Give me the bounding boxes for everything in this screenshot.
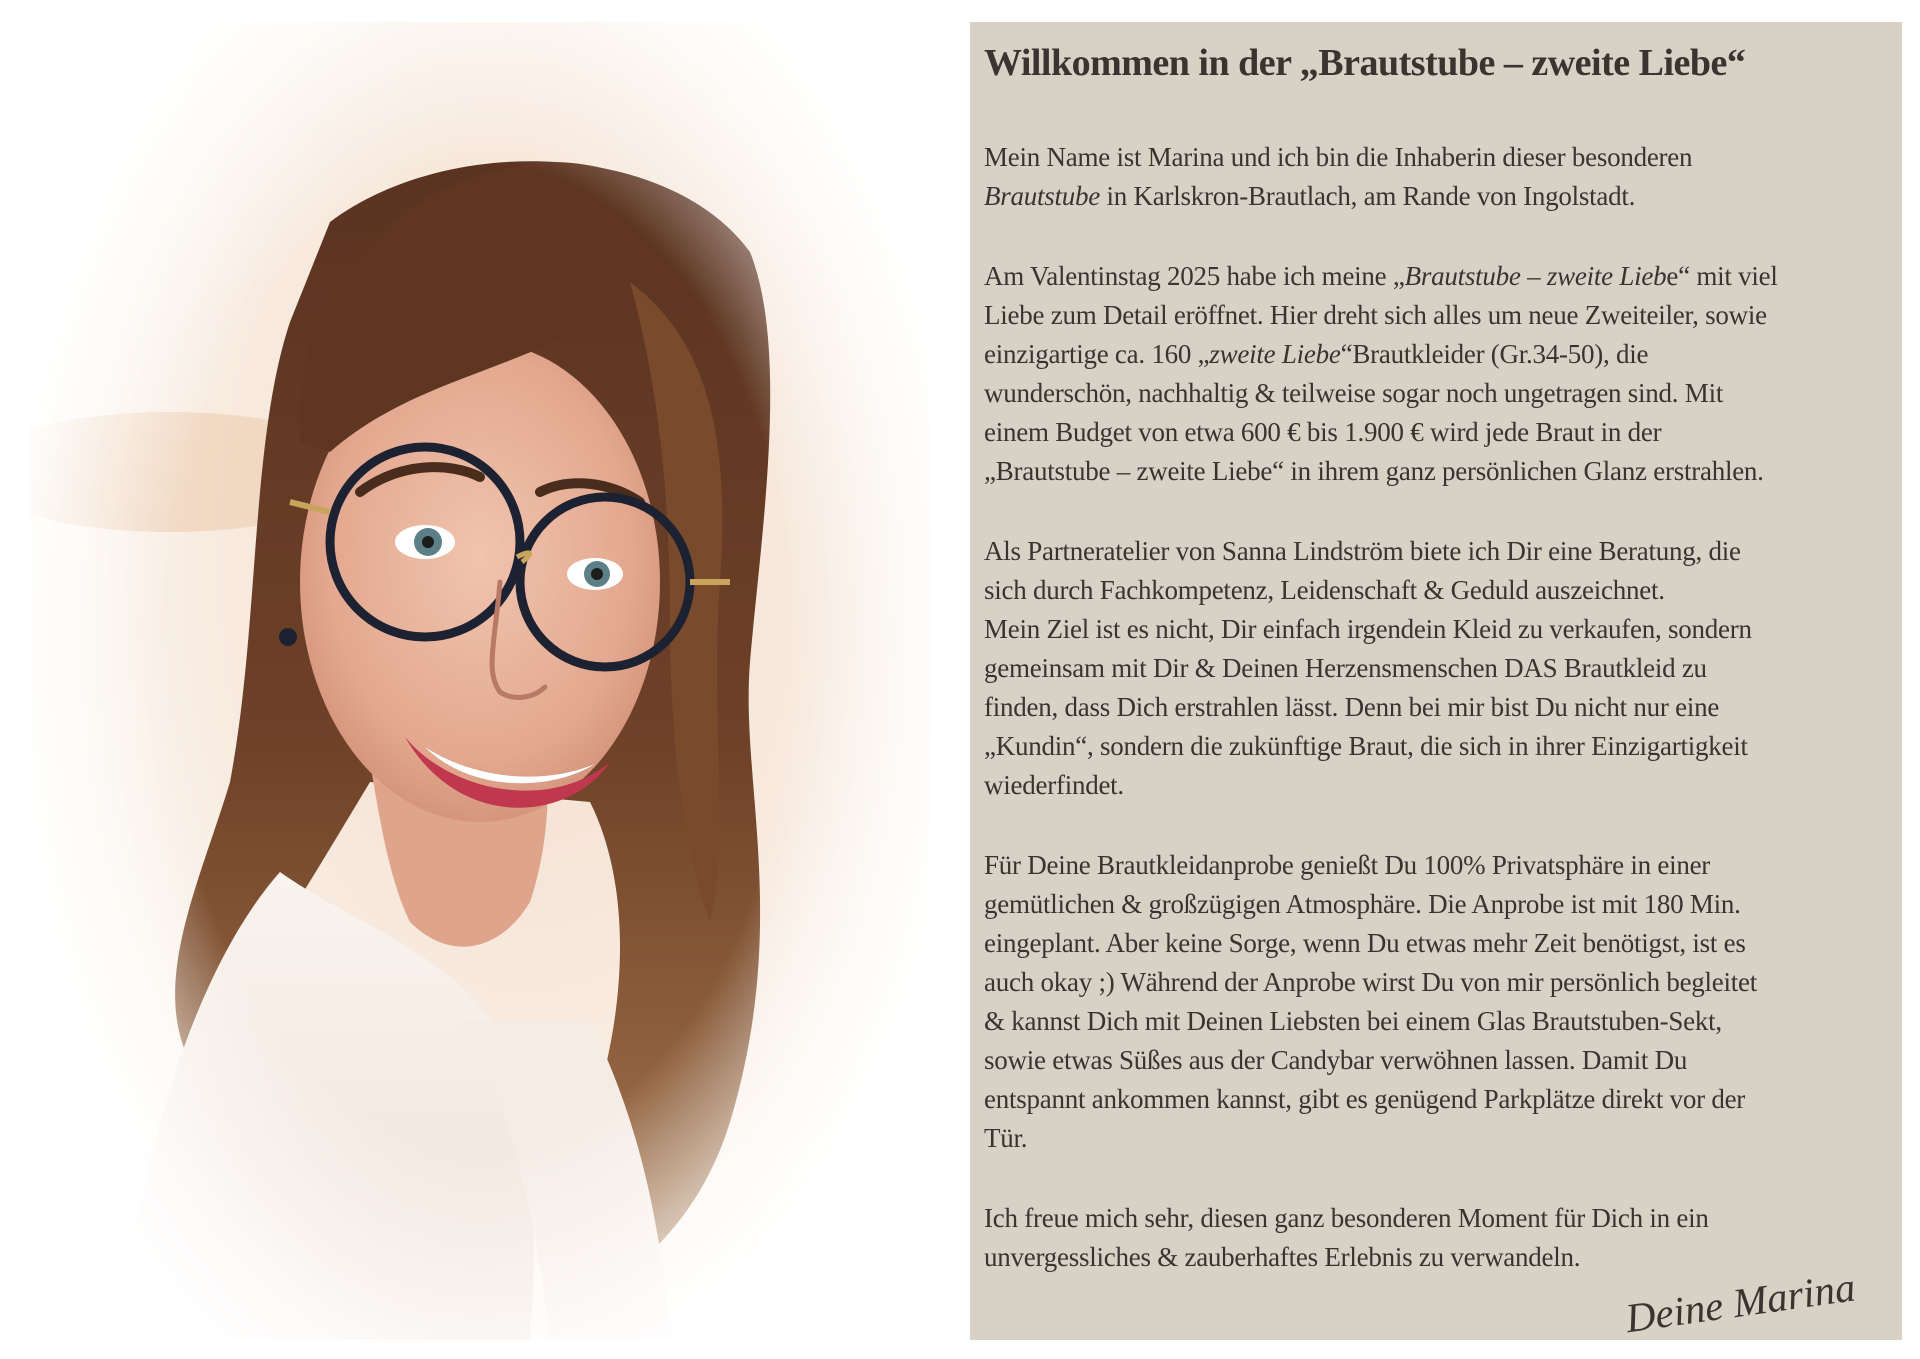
partner-line: Mein Ziel ist es nicht, Dir einfach irgendein Kleid zu verkaufen, sondern [984,613,1752,644]
welcome-text-panel [970,22,1902,1340]
partner-line: finden, dass Dich erstrahlen lässt. Denn bei mir bist Du nicht nur eine [984,691,1720,722]
story-line-6: „Brautstube – zweite Liebe“ in ihrem ganz persönlichen Glanz erstrahlen. [984,455,1764,486]
page-title: Willkommen in der „Brautstube – zweite Liebe“ [984,42,1746,84]
story-line-3-end: “Brautkleider (Gr.34-50), die [1340,338,1649,369]
fitting-line: Für Deine Brautkleidanprobe genießt Du 100% Privatsphäre in einer [984,849,1711,880]
story-paragraph [984,257,1888,491]
closing-line: unvergessliches & zauberhaftes Erlebnis zu verwandeln. [984,1241,1581,1272]
intro-line-2 [984,177,1888,216]
partner-line: gemeinsam mit Dir & Deinen Herzensmenschen DAS Brautkleid zu [984,652,1707,683]
fitting-line: eingeplant. Aber keine Sorge, wenn Du etwas mehr Zeit benötigst, ist es [984,927,1746,958]
story-italic-zweite-liebe: zweite Liebe [1209,338,1341,369]
closing-paragraph [984,1199,1888,1277]
partner-line: sich durch Fachkompetenz, Leidenschaft & Geduld auszeichnet. [984,574,1665,605]
story-line-4: wunderschön, nachhaltig & teilweise sogar noch ungetragen sind. Mit [984,377,1724,408]
closing-line: Ich freue mich sehr, diesen ganz besonderen Moment für Dich in ein [984,1202,1709,1233]
fitting-line: & kannst Dich mit Deinen Liebsten bei einem Glas Brautstuben-Sekt, [984,1005,1722,1036]
woman-portrait-photo-icon [30,22,930,1340]
partner-line: Als Partneratelier von Sanna Lindström biete ich Dir eine Beratung, die [984,535,1741,566]
fitting-line: sowie etwas Süßes aus der Candybar verwöhnen lassen. Damit Du [984,1044,1688,1075]
fitting-line: entspannt ankommen kannst, gibt es genügend Parkplätze direkt vor der [984,1083,1746,1114]
fitting-paragraph [984,846,1888,1158]
story-line-5: einem Budget von etwa 600 € bis 1.900 € wird jede Braut in der [984,416,1662,447]
fitting-line: auch okay ;) Während der Anprobe wirst Du von mir persönlich begleitet [984,966,1758,997]
story-italic-name: Brautstube – zweite Lieb [1404,260,1667,291]
partner-paragraph [984,532,1888,805]
fitting-line: gemütlichen & großzügigen Atmosphäre. Die Anprobe ist mit 180 Min. [984,888,1741,919]
partner-line: „Kundin“, sondern die zukünftige Braut, die sich in ihrer Einzigartigkeit [984,730,1748,761]
fitting-line: Tür. [984,1122,1028,1153]
story-line-1-start: Am Valentinstag 2025 habe ich meine „ [984,260,1405,291]
intro-line-1: Mein Name ist Marina und ich bin die Inhaberin dieser besonderen [984,141,1693,172]
story-line-1 [984,257,1888,296]
story-line-2: Liebe zum Detail eröffnet. Hier dreht sich alles um neue Zweiteiler, sowie [984,299,1767,330]
signature: Deine Marina [1622,1263,1858,1342]
intro-italic-brautstube: Brautstube [984,180,1100,211]
story-line-3-start: einzigartige ca. 160 „ [984,338,1210,369]
intro-line-2-rest: in Karlskron-Brautlach, am Rande von Ingolstadt. [1100,180,1636,211]
partner-line: wiederfindet. [984,769,1124,800]
story-line-1-end: e“ mit viel [1666,260,1778,291]
portrait-photo [30,22,930,1340]
intro-paragraph [984,138,1888,216]
story-line-3 [984,335,1888,374]
